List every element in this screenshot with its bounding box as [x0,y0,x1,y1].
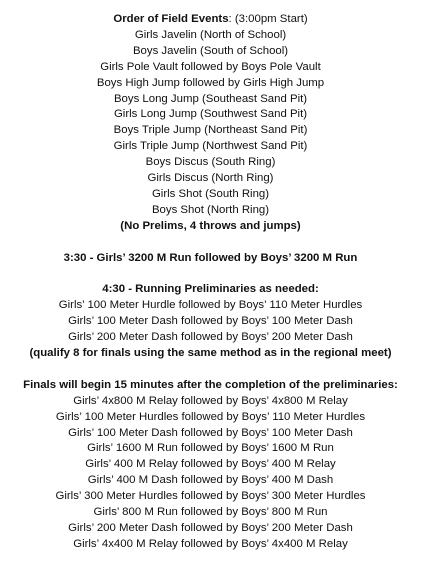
meet-schedule-document [0,12,421,553]
finals-heading: Finals will begin 15 minutes after the completion of the preliminaries: [23,378,398,391]
field-event-item: Girls Triple Jump (Northwest Sand Pit) [113,140,308,153]
field-events-heading [0,12,421,28]
distance-run-line: 3:30 - Girls’ 3200 M Run followed by Boys’ 3200 M Run [63,251,358,264]
spacer [0,235,421,251]
final-item: Girls’ 300 Meter Hurdles followed by Boys’ 300 Meter Hurdles [55,490,366,503]
spacer [0,266,421,282]
field-events-start-time: : (3:00pm Start) [228,13,308,25]
final-item: Girls’ 800 M Run followed by Boys’ 800 M Run [93,506,328,519]
prelims-heading: 4:30 - Running Preliminaries as needed: [102,283,319,296]
final-item: Girls’ 400 M Dash followed by Boys’ 400 M Dash [87,474,334,487]
final-item: Girls’ 100 Meter Dash followed by Boys’ 100 Meter Dash [68,426,353,439]
field-event-item: Boys Javelin (South of School) [132,44,289,57]
field-event-item: Girls Long Jump (Southwest Sand Pit) [113,108,308,121]
field-event-item: Girls Javelin (North of School) [134,28,287,41]
prelim-item: Girls’ 200 Meter Dash followed by Boys’ 200 Meter Dash [68,331,353,344]
final-item: Girls’ 4x400 M Relay followed by Boys’ 4x400 M Relay [73,537,348,550]
field-event-item: Boys Shot (North Ring) [151,203,270,216]
final-item: Girls’ 1600 M Run followed by Boys’ 1600 M Run [87,442,334,455]
final-item: Girls’ 100 Meter Hurdles followed by Boys’ 110 Meter Hurdles [55,410,366,423]
field-event-item: Boys Triple Jump (Northeast Sand Pit) [113,124,308,137]
field-event-item: Boys Long Jump (Southeast Sand Pit) [113,92,308,105]
field-events-heading-label: Order of Field Events [113,13,229,25]
field-event-item: Boys High Jump followed by Girls High Jump [96,76,325,89]
field-events-note: (No Prelims, 4 throws and jumps) [120,219,301,232]
final-item: Girls’ 4x800 M Relay followed by Boys’ 4x800 M Relay [73,394,348,407]
prelims-note: (qualify 8 for finals using the same method as in the regional meet) [29,347,392,359]
field-event-item: Girls Pole Vault followed by Boys Pole Vault [100,60,321,73]
field-event-item: Girls Shot (South Ring) [151,187,270,200]
spacer [0,362,421,378]
final-item: Girls’ 400 M Relay followed by Boys’ 400 M Relay [85,458,336,471]
prelim-item: Girls’ 100 Meter Hurdle followed by Boys’ 110 Meter Hurdles [58,299,363,312]
field-event-item: Boys Discus (South Ring) [145,156,276,169]
final-item: Girls’ 200 Meter Dash followed by Boys’ 200 Meter Dash [68,521,353,534]
prelim-item: Girls’ 100 Meter Dash followed by Boys’ 100 Meter Dash [68,315,353,328]
field-event-item: Girls Discus (North Ring) [147,172,274,185]
